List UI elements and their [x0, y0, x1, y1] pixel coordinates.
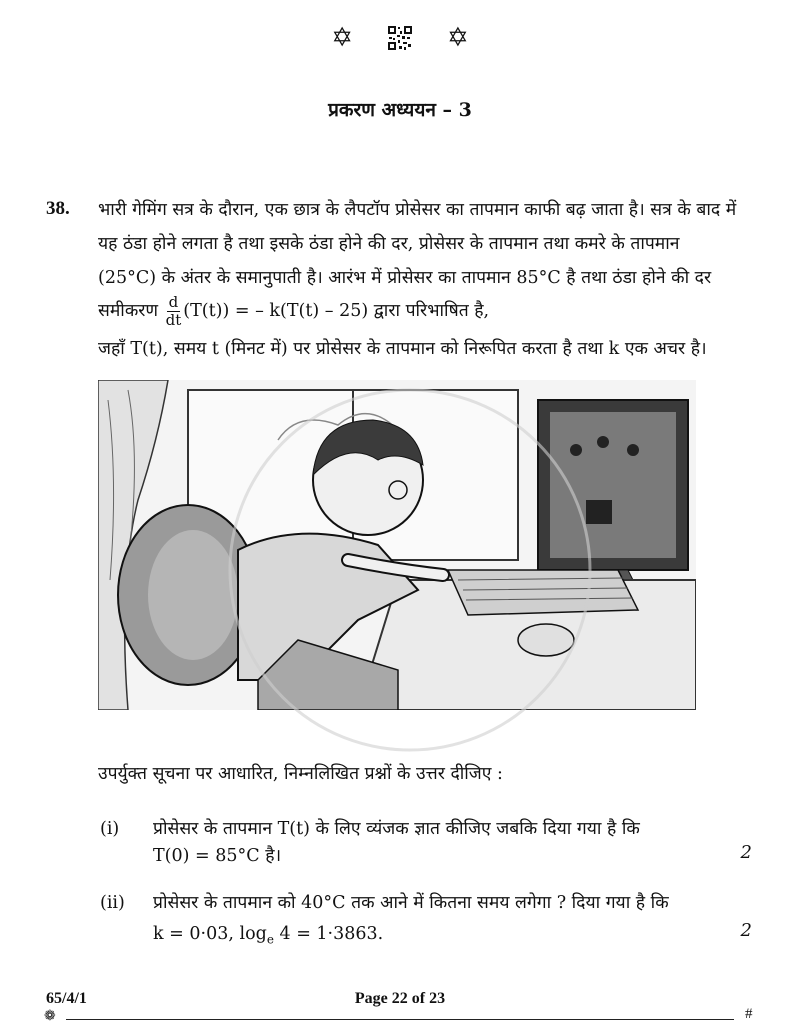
subquestion-label: (ii)	[100, 893, 125, 913]
subquestion-line: T(0) = 85°C है।	[153, 846, 282, 866]
star-of-david-icon: ✡	[331, 23, 353, 53]
marks-value: 2	[740, 920, 752, 941]
subquestion-label: (i)	[100, 819, 120, 839]
section-title: प्रकरण अध्ययन – 3	[328, 99, 472, 121]
question-number: 38.	[46, 198, 70, 219]
log-value: 4 = 1·3863.	[273, 924, 384, 944]
subquestion-line: प्रोसेसर के तापमान को 40°C तक आने में कितना समय लगेगा ? दिया गया है कि	[153, 893, 669, 913]
equation-rest: (T(t)) = – k(T(t) – 25) द्वारा परिभाषित है,	[183, 301, 490, 321]
question-text	[98, 196, 738, 363]
question-line: जहाँ T(t), समय t (मिनट में) पर प्रोसेसर के तापमान को निरूपित करता है तथा k एक अचर है।	[98, 339, 707, 359]
log-expression: k = 0·03, log	[153, 924, 267, 944]
derivative-fraction	[166, 294, 182, 329]
log-base: e	[266, 932, 274, 947]
header-marks	[0, 20, 800, 56]
hash-symbol: #	[745, 1006, 753, 1022]
subquestion-line: प्रोसेसर के तापमान T(t) के लिए व्यंजक ज्ञात कीजिए जबकि दिया गया है कि	[153, 819, 640, 839]
equation-prefix: समीकरण	[98, 301, 159, 321]
question-line: यह ठंडा होने लगता है तथा इसके ठंडा होने की दर, प्रोसेसर के तापमान तथा कमरे के तापमान	[98, 234, 680, 254]
watermark-ring	[210, 370, 610, 770]
star-of-david-icon: ✡	[447, 23, 469, 53]
flower-icon: ❁	[44, 1008, 56, 1024]
qr-code-icon	[387, 25, 413, 51]
question-line: भारी गेमिंग सत्र के दौरान, एक छात्र के लैपटॉप प्रोसेसर का तापमान काफी बढ़ जाता है। सत्र के बाद में	[98, 200, 737, 220]
footer-divider	[66, 1019, 734, 1020]
subquestion-line	[153, 920, 383, 954]
paper-code: 65/4/1	[46, 990, 87, 1007]
equation-line	[98, 294, 738, 329]
fraction-numerator: d	[168, 293, 179, 311]
fraction-denominator: dt	[165, 311, 182, 329]
page-number: Page 22 of 23	[354, 990, 446, 1007]
question-line: (25°C) के अंतर के समानुपाती है। आरंभ में प्रोसेसर का तापमान 85°C है तथा ठंडा होने की दर	[98, 268, 712, 288]
instruction-text: उपर्युक्त सूचना पर आधारित, निम्नलिखित प्रश्नों के उत्तर दीजिए :	[98, 764, 503, 784]
marks-value: 2	[740, 842, 752, 863]
